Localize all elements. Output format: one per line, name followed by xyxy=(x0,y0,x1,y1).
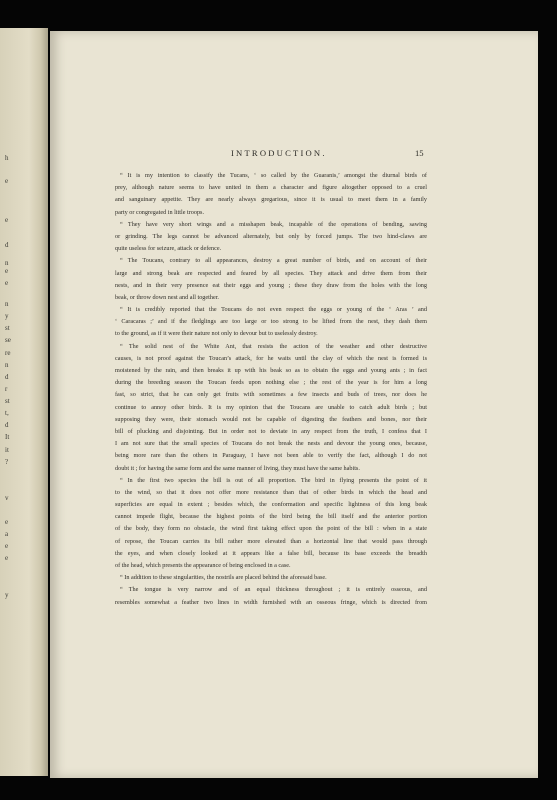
facing-page-fragment: n xyxy=(5,300,9,308)
text-line: to the ground, as if it were their nature not only to devour but to uselessly destroy. xyxy=(115,330,318,338)
text-line: ‘ Caracaras ;’ and if the fledglings are too large or too strong to be lifted from the nest, they dash them xyxy=(115,318,427,326)
facing-page-fragment: n xyxy=(5,361,9,369)
facing-page-fragment: r xyxy=(5,385,8,393)
text-line: of repose, the Toucan carries its bill rather more elevated than a horizontal line that would pass through xyxy=(115,537,427,545)
facing-page-fragment: se xyxy=(5,336,11,344)
facing-page-fragment: d xyxy=(5,373,9,381)
text-line: quite useless for seizure, attack or defence. xyxy=(115,245,222,253)
text-line: “ The tongue is very narrow and of an equal thickness throughout ; it is entirely osseous, and xyxy=(120,586,427,594)
text-line: nests, and in their very presence eat their eggs and young ; these they draw from the holes with the long xyxy=(115,281,427,289)
facing-page-edge xyxy=(0,28,48,776)
text-line: supposing they were, their stomach would not be capable of digesting the feathers and bones, nor their xyxy=(115,415,427,423)
page-number: 15 xyxy=(415,148,424,158)
text-line: being more rare than the others in Paraguay, I have not been able to verify the fact, although I do not xyxy=(115,452,427,460)
text-line: “ It is my intention to classify the Tucans, ‘ so called by the Guaranis,’ amongst the diurnal birds of xyxy=(120,172,427,179)
text-line: during the breeding season the Toucan feeds upon nothing else ; the rest of the year is for him a long xyxy=(115,379,427,387)
text-line: large and strong beak are respected and feared by all species. They attack and drive them from their xyxy=(115,269,427,277)
body-text xyxy=(115,170,427,609)
facing-page-fragment: ? xyxy=(5,458,9,466)
facing-page-fragment: n xyxy=(5,259,9,267)
facing-page-fragment: e xyxy=(5,267,9,275)
facing-page-fragment: h xyxy=(5,154,9,162)
facing-page-fragment: a xyxy=(5,530,9,538)
facing-page-fragment: e xyxy=(5,177,9,185)
text-line: party or congregated in little troops. xyxy=(115,208,205,216)
facing-page-fragment: st xyxy=(5,324,10,332)
text-line: fast, so strict, that he can only get fruits with sometimes a few insects and buds of trees, nor does he xyxy=(115,391,427,399)
text-line: “ The Toucans, contrary to all appearances, destroy a great number of birds, and on account of their xyxy=(120,257,427,265)
facing-page-fragment: it xyxy=(5,446,9,454)
text-line: bill of plucking and disjointing. But in order not to deviate in any respect from the truth, I confess that I xyxy=(115,427,427,435)
text-line: superficies are equal in extent ; besides which, the conformation and specific lightness of this long beak xyxy=(115,501,427,509)
facing-page-fragment: e xyxy=(5,279,9,287)
facing-page-fragment: e xyxy=(5,518,9,526)
running-header: INTRODUCTION. xyxy=(231,148,327,158)
facing-page-fragment: d xyxy=(5,241,9,249)
facing-page-fragment: e xyxy=(5,216,9,224)
text-line: continue to annoy other birds. It is my opinion that the Toucans are unable to catch adult birds ; but xyxy=(115,403,427,411)
text-line: of the body, they form no obstacle, the wind first taking effect upon the point of the bill : when in a state xyxy=(115,525,427,533)
facing-page-fragment: v xyxy=(5,494,9,502)
text-line: and sanguinary appetite. They are nearly always gregarious, since it is usual to meet them in a family xyxy=(115,196,427,204)
text-line: doubt it ; for having the same form and the same manner of living, they must have the same habits. xyxy=(115,464,360,472)
facing-page-fragment: y xyxy=(5,591,9,599)
text-line: “ In addition to these singularities, the nostrils are placed behind the aforesaid base. xyxy=(120,574,327,582)
text-line: prey, although nature seems to have united in them a character and figure altogether opposed to a cruel xyxy=(115,184,427,192)
text-line: beak, or throw down nest and all together. xyxy=(115,293,219,301)
text-line: “ The solid nest of the White Ant, that resists the action of the weather and other destructive xyxy=(120,342,427,350)
facing-page-fragment: e xyxy=(5,554,9,562)
facing-page-fragment: y xyxy=(5,312,9,320)
text-line: “ It is credibly reported that the Toucans do not even respect the eggs or young of the ‘ Aras ’ and xyxy=(120,306,427,314)
text-line: or grinding. The legs cannot be advanced alternately, but only by forced jumps. The two hind-claws are xyxy=(115,232,427,240)
facing-page-fragment: d xyxy=(5,421,9,429)
text-line: cannot impede flight, because the highest points of the bird being the bill itself and the anterior portion xyxy=(115,513,427,521)
facing-page-fragment: re xyxy=(5,349,11,357)
text-line: the eyes, and when closely looked at it appears like a false bill, because its base exceeds the breadth xyxy=(115,549,427,557)
facing-page-fragment: st xyxy=(5,397,10,405)
facing-page-fragment: t, xyxy=(5,409,9,417)
text-line: of the head, which presents the appearance of being enclosed in a case. xyxy=(115,562,291,569)
text-line: causes, is not proof against the Toucan’s attack, for he waits until the clay of which the nest is formed is xyxy=(115,354,427,362)
text-line: “ In the first two species the bill is out of all proportion. The bird in flying presents the point of it xyxy=(120,476,427,484)
facing-page-fragment: e xyxy=(5,542,9,550)
facing-page-fragment: It xyxy=(5,433,10,441)
text-line: resembles somewhat a feather two lines in width furnished with an osseous fringe, which is directed from xyxy=(115,598,427,606)
text-line: “ They have very short wings and a misshapen beak, incapable of the operations of bending, sawing xyxy=(120,220,427,228)
text-line: I am not sure that the small species of Toucans do not break the nests and devour the young ones, because, xyxy=(115,440,427,448)
text-line: to the wind, so that it does not offer more resistance than that of other birds in which the head and xyxy=(115,488,427,496)
text-line: moistened by the rain, and then breaks it up with his beak so as to obtain the eggs and young ants ; in fact xyxy=(115,367,427,374)
